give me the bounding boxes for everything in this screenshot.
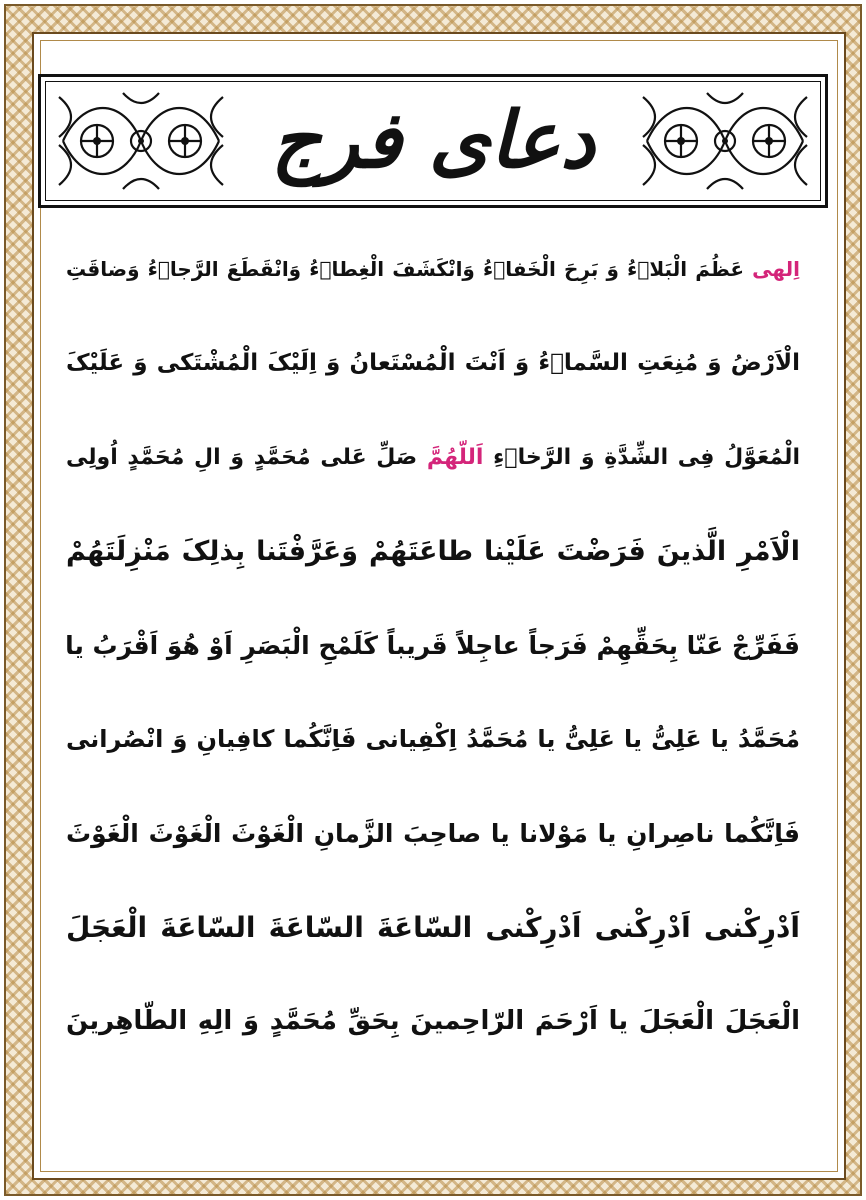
prayer-line-5-text: فَفَرِّجْ عَنّا بِحَقِّهِمْ فَرَجاً عاجِلاً قَریباً کَلَمْحِ الْبَصَرِ اَوْ هُوَ اَقْرَبُ یا [65,630,800,660]
arabesque-ornament-icon [637,87,813,195]
prayer-line-3-text-after: صَلِّ عَلی مُحَمَّدٍ وَ الِ مُحَمَّدٍ اُولِی [66,444,418,470]
prayer-line-6 [66,692,800,786]
prayer-line-1-text: عَظُمَ الْبَلاۤءُ وَ بَرِحَ الْخَفاۤءُ وَانْکَشَفَ الْغِطاۤءُ وَانْقَطَعَ الرَّجاۤءُ وَضاقَتِ [66,257,745,281]
prayer-line-1-accent: اِلهی [752,257,800,281]
prayer-line-2 [66,316,800,410]
prayer-line-3-text-before: الْمُعَوَّلُ فِی الشِّدَّةِ وَ الرَّخاۤءِ [493,444,800,470]
prayer-line-6-text: مُحَمَّدُ یا عَلِیُّ یا عَلِیُّ یا مُحَمَّدُ اِکْفِیانی فَاِنَّکُما کافِیانِ وَ انْصُرانی [66,725,800,753]
page-title: دعای فرج [271,96,595,186]
prayer-line-3 [66,410,800,504]
prayer-line-8 [66,880,800,974]
title-banner [38,74,828,208]
prayer-line-9-text: الْعَجَلَ الْعَجَلَ یا اَرْحَمَ الرّاحِمینَ بِحَقِّ مُحَمَّدٍ وَ الِهِ الطّاهِرینَ [66,1006,800,1036]
prayer-line-1 [66,222,800,316]
prayer-text [66,222,800,1068]
prayer-line-3-accent: اَللّهُمَّ [426,444,484,470]
prayer-line-5 [66,598,800,692]
arabesque-ornament-icon [53,87,229,195]
prayer-line-7-text: فَاِنَّکُما ناصِرانِ یا مَوْلانا یا صاحِبَ الزَّمانِ الْغَوْثَ الْغَوْثَ الْغَوْثَ [66,818,800,848]
prayer-line-4 [66,504,800,598]
prayer-line-4-text: الْاَمْرِ الَّذینَ فَرَضْتَ عَلَیْنا طاعَتَهُمْ وَعَرَّفْتَنا بِذلِکَ مَنْزِلَتَهُمْ [66,535,800,567]
prayer-line-9 [66,974,800,1068]
prayer-line-7 [66,786,800,880]
prayer-line-8-text: اَدْرِکْنی اَدْرِکْنی اَدْرِکْنی السّاعَةَ السّاعَةَ السّاعَةَ الْعَجَلَ [66,910,800,944]
prayer-line-2-text: الْاَرْضُ وَ مُنِعَتِ السَّماۤءُ وَ اَنْتَ الْمُسْتَعانُ وَ اِلَیْکَ الْمُشْتَکی وَ عَلَیْکَ [66,350,800,376]
